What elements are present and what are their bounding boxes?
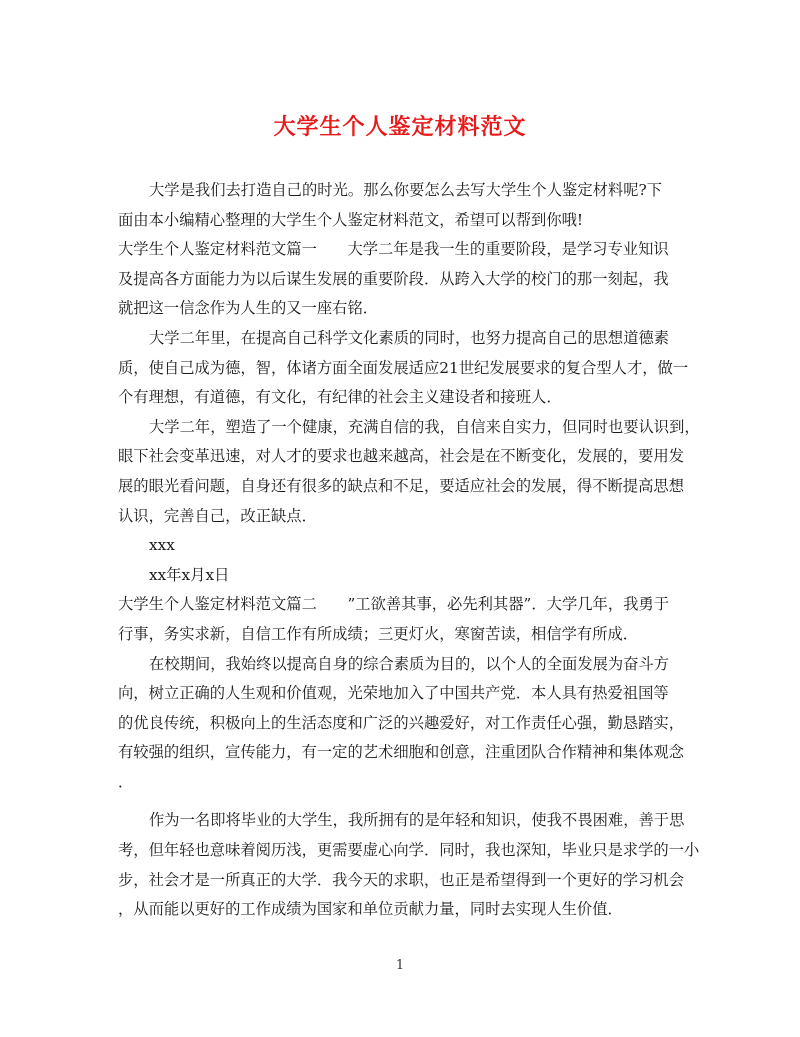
body-line: 大学是我们去打造自己的时光。那么你要怎么去写大学生个人鉴定材料呢?下 — [149, 181, 663, 199]
document-title: 大学生个人鉴定材料范文 — [273, 114, 527, 140]
signature-name: xxx — [149, 536, 175, 555]
body-line: 向，树立正确的人生观和价值观，光荣地加入了中国共产党．本人具有热爱祖国等 — [118, 684, 669, 703]
body-line: ． — [118, 772, 134, 791]
body-line: 展的眼光看问题，自身还有很多的缺点和不足，要适应社会的发展，得不断提高思想 — [118, 476, 684, 495]
section-heading-line: 大学生个人鉴定材料范文篇二 ”工欲善其事，必先利其器”．大学几年，我勇于 — [118, 595, 670, 614]
body-line: 眼下社会变革迅速，对人才的要求也越来越高，社会是在不断变化，发展的，要用发 — [118, 447, 684, 466]
section-heading-line: 大学生个人鉴定材料范文篇一 大学二年是我一生的重要阶段，是学习专业知识 — [118, 240, 669, 259]
paragraph-gap — [118, 797, 678, 806]
body-line: 在校期间，我始终以提高自身的综合素质为目的，以个人的全面发展为奋斗方 — [149, 654, 670, 673]
body-line: 行事，务实求新，自信工作有所成绩；三更灯火，寒窗苦读，相信学有所成． — [118, 624, 639, 643]
body-line: 个有理想，有道德，有文化，有纪律的社会主义建设者和接班人． — [118, 388, 562, 407]
body-line: 作为一名即将毕业的大学生，我所拥有的是年轻和知识，使我不畏困难，善于思 — [149, 811, 685, 830]
body-line: 就把这一信念作为人生的又一座右铭． — [118, 299, 379, 318]
body-line: 认识，完善自己，改正缺点． — [118, 506, 317, 525]
signature-date: xx年x月x日 — [149, 565, 230, 584]
body-line: 面由本小编精心整理的大学生个人鉴定材料范文，希望可以帮到你哦! — [118, 210, 584, 229]
body-line: 大学二年，塑造了一个健康，充满自信的我，自信来自实力，但同时也要认识到， — [149, 417, 700, 436]
body-line: 质，使自己成为德，智，体诸方面全面发展适应21世纪发展要求的复合型人才，做一 — [118, 358, 689, 377]
body-line: 大学二年里，在提高自己科学文化素质的同时，也努力提高自己的思想道德素 — [149, 328, 670, 347]
body-line: 及提高各方面能力为以后谋生发展的重要阶段．从跨入大学的校门的那一刻起，我 — [118, 269, 669, 288]
body-line: 考，但年轻也意味着阅历浅，更需要虚心向学．同时，我也深知，毕业只是求学的一小 — [118, 841, 700, 860]
page-number: 1 — [395, 958, 405, 973]
body-line: 的优良传统，积极向上的生活态度和广泛的兴趣爱好，对工作责任心强，勤恳踏实， — [118, 713, 684, 732]
document-body — [118, 176, 700, 925]
body-line: 步，社会才是一所真正的大学．我今天的求职，也正是希望得到一个更好的学习机会 — [118, 870, 684, 889]
body-line: ，从而能以更好的工作成绩为国家和单位贡献力量，同时去实现人生价值． — [118, 900, 623, 919]
body-line: 有较强的组织，宣传能力，有一定的艺术细胞和创意，注重团队合作精神和集体观念 — [118, 743, 684, 762]
